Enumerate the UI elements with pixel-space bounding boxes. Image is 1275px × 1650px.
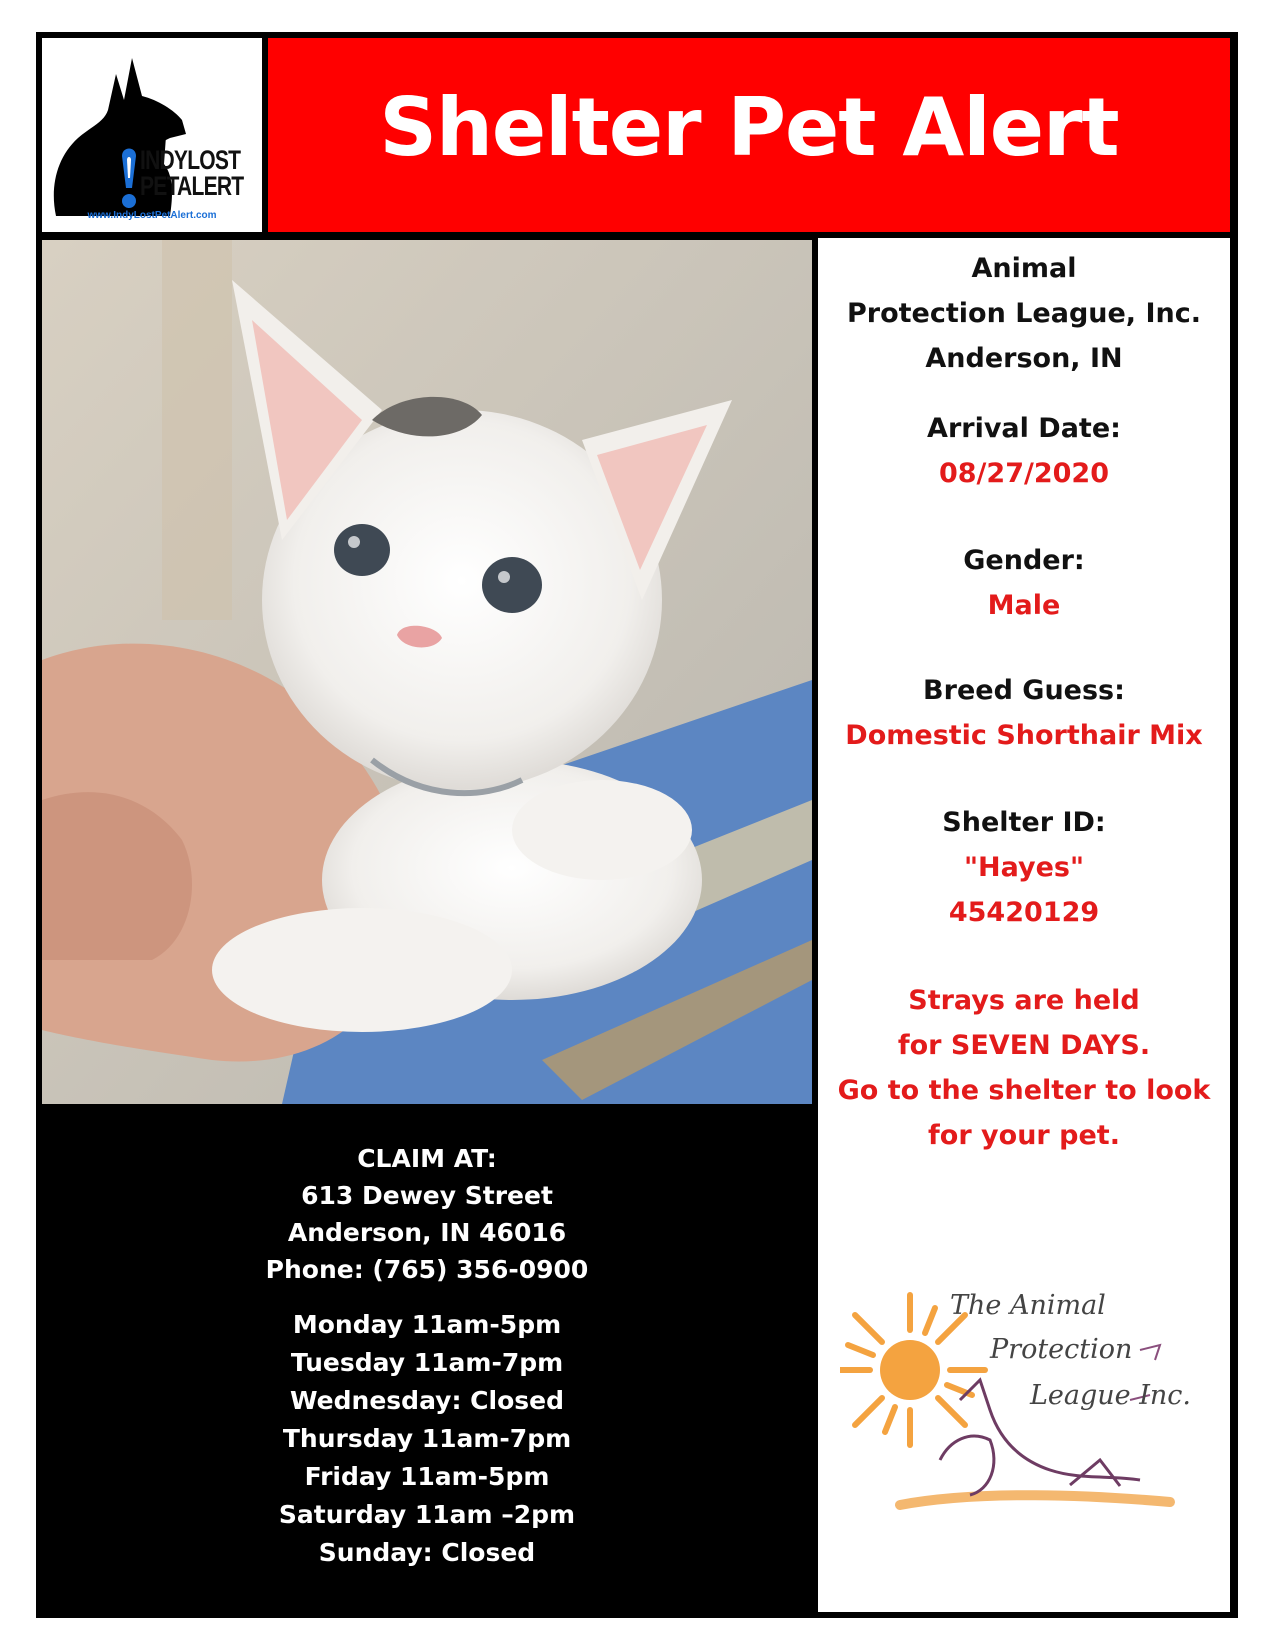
notice-line-3: Go to the shelter to look xyxy=(837,1075,1211,1106)
gender-value: Male xyxy=(987,590,1061,621)
hours-line: Sunday: Closed xyxy=(318,1538,536,1567)
animal-protection-league-logo xyxy=(840,1290,1210,1545)
breed-value: Domestic Shorthair Mix xyxy=(845,720,1203,751)
shelter-name-line-2: Protection League, Inc. xyxy=(847,298,1201,329)
arrival-date-label: Arrival Date: xyxy=(927,413,1121,444)
shelter-name xyxy=(818,246,1230,381)
notice-line-2: for SEVEN DAYS. xyxy=(897,1030,1151,1061)
page-title: Shelter Pet Alert xyxy=(379,80,1119,174)
shelter-id-number: 45420129 xyxy=(948,897,1100,928)
gender-label: Gender: xyxy=(963,545,1085,576)
notice-line-1: Strays are held xyxy=(908,985,1140,1016)
title-banner xyxy=(268,38,1230,232)
hours-line: Saturday 11am –2pm xyxy=(278,1500,576,1529)
logo-url: www.IndyLostPetAlert.com xyxy=(87,210,217,221)
claim-address xyxy=(42,1140,812,1288)
claim-city: Anderson, IN 46016 xyxy=(287,1218,567,1247)
shelter-id xyxy=(818,800,1230,935)
claim-panel xyxy=(42,1110,812,1612)
logo-word-petalert: PETALERT xyxy=(140,171,244,201)
hours-line: Monday 11am-5pm xyxy=(292,1310,562,1339)
shelter-id-name: "Hayes" xyxy=(963,852,1085,883)
claim-heading: CLAIM AT: xyxy=(357,1144,497,1173)
shelter-name-line-1: Animal xyxy=(971,253,1077,284)
arrival-date-value: 08/27/2020 xyxy=(938,458,1109,489)
claim-phone: Phone: (765) 356-0900 xyxy=(265,1255,589,1284)
apl-logo-line-3: League Inc. xyxy=(1030,1380,1191,1411)
sun-and-dog-icon xyxy=(840,1290,1210,1540)
apl-logo-line-1: The Animal xyxy=(950,1290,1106,1321)
claim-hours xyxy=(42,1306,812,1572)
indy-lost-pet-alert-logo xyxy=(42,38,262,232)
pet-photo xyxy=(42,240,812,1104)
gender xyxy=(818,538,1230,628)
apl-logo-line-2: Protection xyxy=(990,1334,1133,1365)
notice-line-4: for your pet. xyxy=(928,1120,1120,1151)
breed xyxy=(818,668,1230,758)
arrival-date xyxy=(818,406,1230,496)
claim-street: 613 Dewey Street xyxy=(301,1181,553,1210)
stray-notice xyxy=(818,978,1230,1158)
breed-label: Breed Guess: xyxy=(923,675,1125,706)
dog-cat-silhouette-icon xyxy=(42,38,262,232)
shelter-id-label: Shelter ID: xyxy=(942,807,1106,838)
hours-line: Thursday 11am-7pm xyxy=(282,1424,572,1453)
hours-line: Friday 11am-5pm xyxy=(304,1462,550,1491)
hours-line: Tuesday 11am-7pm xyxy=(290,1348,564,1377)
kitten-photo-illustration xyxy=(42,240,812,1104)
shelter-location: Anderson, IN xyxy=(925,343,1123,374)
logo-word-indylost: INDYLOST xyxy=(140,145,241,175)
hours-line: Wednesday: Closed xyxy=(290,1386,564,1415)
